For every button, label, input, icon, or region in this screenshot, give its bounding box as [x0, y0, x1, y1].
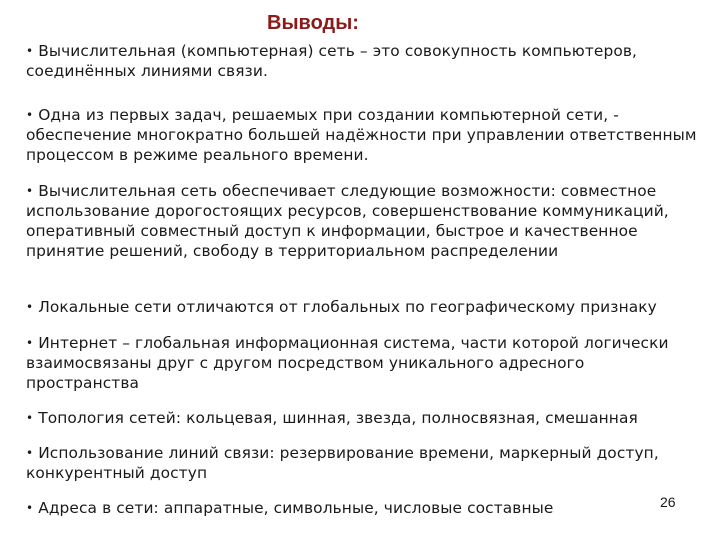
bullet-item	[26, 443, 702, 483]
bullet-icon: •	[26, 300, 34, 314]
bullet-icon: •	[26, 108, 34, 122]
bullet-item	[26, 41, 702, 81]
bullet-text: Интернет – глобальная информационная система, части которой логически взаимосвязаны друг с другом посредством уникального адресного пространства	[26, 334, 669, 392]
slide-title: Выводы:	[267, 12, 359, 34]
bullet-icon: •	[26, 336, 34, 350]
bullet-icon: •	[26, 411, 34, 425]
bullet-text: Топология сетей: кольцевая, шинная, звезда, полносвязная, смешанная	[38, 409, 638, 427]
bullet-item	[26, 333, 702, 393]
bullet-icon: •	[26, 446, 34, 460]
bullet-text: Одна из первых задач, решаемых при создании компьютерной сети, - обеспечение многократно большей надёжности при управлении ответственным процессом в режиме реального времени.	[26, 106, 697, 164]
bullet-text: Адреса в сети: аппаратные, символьные, числовые составные	[38, 499, 554, 517]
bullet-icon: •	[26, 44, 34, 58]
bullet-item	[26, 181, 702, 261]
bullet-item	[26, 498, 702, 518]
bullet-item	[26, 105, 702, 165]
bullet-text: Вычислительная сеть обеспечивает следующие возможности: совместное использование дорогостоящих ресурсов, совершенствование коммуникаций, оперативный совместный доступ к информации, быстрое и качественное принятие решений, свободу в территориальном распределении	[26, 182, 669, 260]
bullet-item	[26, 297, 702, 317]
page-number: 26	[660, 494, 676, 510]
bullet-text: Использование линий связи: резервирование времени, маркерный доступ, конкурентный доступ	[26, 444, 659, 482]
bullet-text: Вычислительная (компьютерная) сеть – это совокупность компьютеров, соединённых линиями связи.	[26, 42, 638, 80]
bullet-icon: •	[26, 184, 34, 198]
bullet-item	[26, 408, 702, 428]
bullet-icon: •	[26, 501, 34, 515]
bullet-text: Локальные сети отличаются от глобальных по географическому признаку	[38, 298, 657, 316]
